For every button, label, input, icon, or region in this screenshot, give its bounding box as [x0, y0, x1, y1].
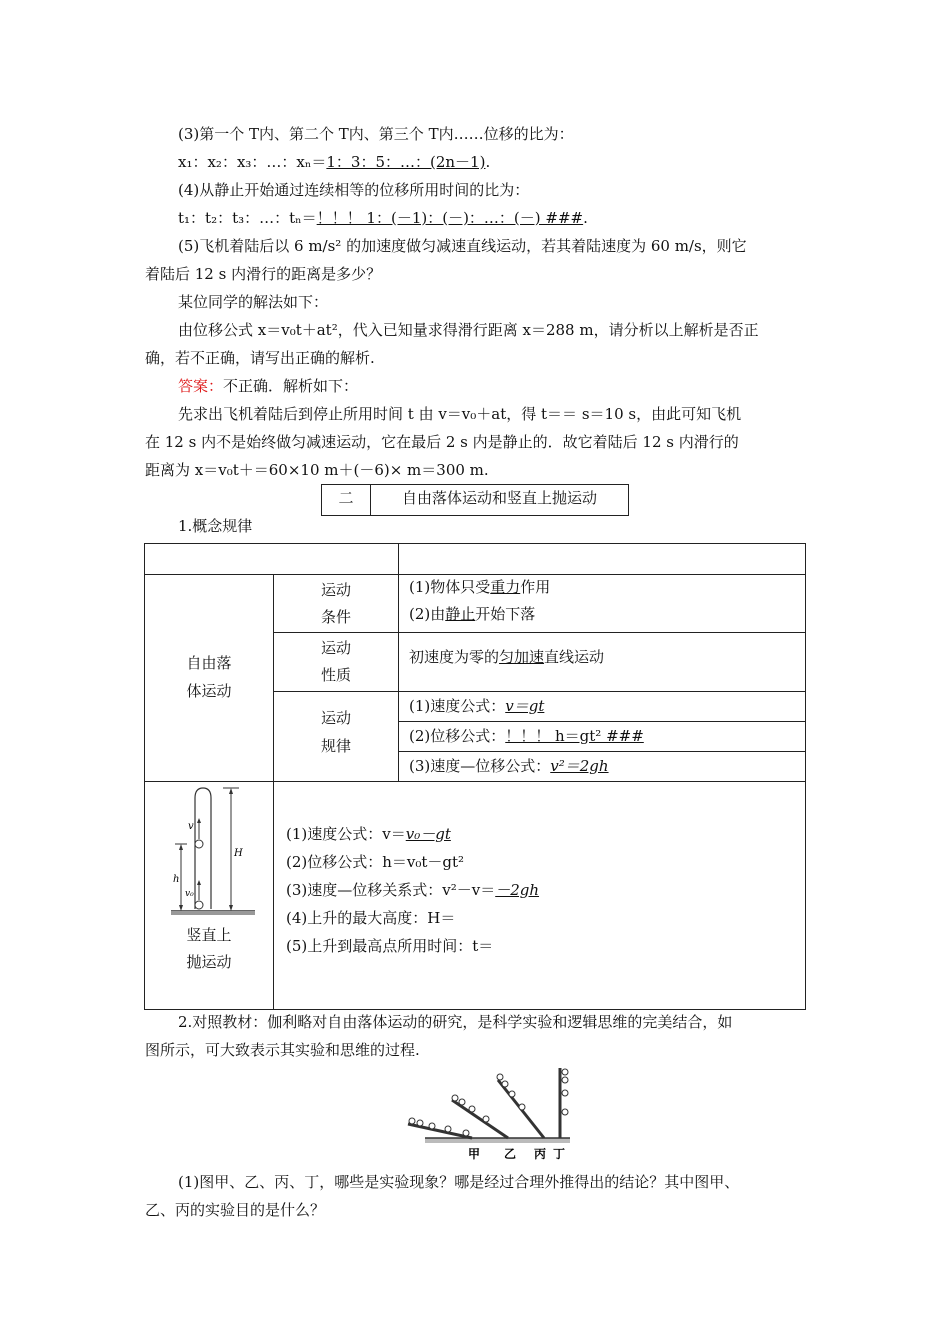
- cond-l2: 条件: [320, 608, 351, 626]
- ball-mid: [195, 840, 203, 848]
- ball-bing-3: [509, 1091, 515, 1097]
- up-e: (5)上升到最高点所用时间：t＝: [286, 937, 494, 955]
- section-title: 自由落体运动和竖直上抛运动: [401, 489, 597, 507]
- nature-pre: 初速度为零的: [409, 648, 500, 666]
- up-c: [286, 880, 539, 900]
- ball-yi-1: [452, 1095, 458, 1101]
- section-number: 二: [322, 485, 371, 515]
- free-fall-l1: 自由落: [186, 654, 232, 672]
- ball-ding-3: [562, 1090, 568, 1096]
- ball-ding-1: [562, 1069, 568, 1075]
- text-line-7: 某位同学的解法如下：: [178, 293, 329, 311]
- cond-a-pre: (1)物体只受: [409, 578, 491, 596]
- ball-bing-1: [497, 1074, 503, 1080]
- H-arrow-down: [229, 905, 233, 911]
- cond-content: [398, 574, 806, 633]
- law-b-pre: (2)位移公式：: [409, 727, 506, 745]
- law-a-answer: v＝gt: [505, 697, 545, 715]
- cond-b-post: 开始下落: [475, 605, 536, 623]
- ratio-x-prefix: x₁：x₂：x₃：…：xₙ＝: [178, 153, 327, 171]
- h-arrow-down: [179, 905, 183, 911]
- vertical-throw-content: [273, 781, 806, 1010]
- ball-jia-3: [429, 1123, 435, 1129]
- law-c: [409, 756, 609, 776]
- text-line-5: (5)飞机着陆后以 6 m/s² 的加速度做匀减速直线运动，若其着陆速度为 60 m/s，则它: [178, 237, 747, 255]
- nature-content: [398, 632, 806, 692]
- concept-heading: 1.概念规律: [178, 517, 253, 535]
- fig2-label-yi: 乙: [504, 1147, 517, 1161]
- free-fall-label: [144, 574, 274, 782]
- ratio-t-suffix: .: [583, 209, 588, 227]
- ratio-t-prefix: t₁：t₂：t₃：…：tₙ＝: [178, 209, 317, 227]
- law-l1: 运动: [320, 709, 351, 727]
- fig-label-v: v: [188, 821, 194, 832]
- law-b-cell: [398, 721, 806, 752]
- text-line-ratio-x: [178, 152, 490, 172]
- vertical-throw-figure: [145, 784, 273, 924]
- cond-a: [409, 577, 550, 597]
- cond-b-answer: 静止: [445, 605, 476, 623]
- ground-hatch: [171, 911, 255, 915]
- text-line-10: 先求出飞机着陆后到停止所用时间 t 由 v＝v₀＋at，得 t＝＝ s＝10 s，由此可知飞机: [178, 405, 742, 423]
- incline-jia: [408, 1124, 472, 1138]
- cond-a-answer: 重力: [490, 578, 521, 596]
- h-arrow-up: [179, 844, 183, 850]
- fig-label-v0: v₀: [185, 889, 194, 899]
- up-a-pre: (1)速度公式：v＝: [286, 825, 406, 843]
- text-line-12: 距离为 x＝v₀t＋＝60×10 m＋(－6)× m＝300 m.: [145, 461, 489, 479]
- up-c-pre: (3)速度—位移关系式：v²－v＝: [286, 881, 496, 899]
- ratio-t-answer: ！！！ 1：(－1)：(－)：…：(－) ###: [316, 209, 584, 227]
- cond-label: [273, 574, 399, 633]
- law-label: [273, 691, 399, 782]
- ball-yi-4: [483, 1116, 489, 1122]
- ratio-x-suffix: .: [485, 153, 491, 171]
- ball-jia-5: [463, 1130, 469, 1136]
- nature-answer: 匀加速: [499, 648, 545, 666]
- law-c-cell: [398, 751, 806, 782]
- table-header-left: [144, 543, 399, 575]
- ball-jia-2: [417, 1120, 423, 1126]
- nature-label: [273, 632, 399, 692]
- text-line-6: 着陆后 12 s 内滑行的距离是多少？: [145, 265, 382, 283]
- up-c-answer: －2gh: [495, 881, 540, 899]
- answer-label: 答案：: [178, 377, 224, 395]
- ball-jia-1: [409, 1118, 415, 1124]
- up-d: (4)上升的最大高度：H＝: [286, 909, 456, 927]
- up-a: [286, 824, 451, 844]
- section-header: [321, 484, 629, 516]
- galileo-incline-figure: [400, 1066, 570, 1166]
- law-a-cell: [398, 691, 806, 722]
- nature-post: 直线运动: [544, 648, 605, 666]
- fig2-label-jia: 甲: [468, 1147, 481, 1161]
- text-line-9: 确，若不正确，请写出正确的解析.: [145, 349, 375, 367]
- up-a-answer: v₀－gt: [405, 825, 451, 843]
- vertical-l1: 竖直上: [186, 926, 232, 944]
- ball-bottom: [195, 901, 203, 909]
- section2-line-2: 图所示，可大致表示其实验和思维的过程.: [145, 1041, 420, 1059]
- incline-yi: [452, 1100, 508, 1138]
- fig-label-H: H: [234, 848, 243, 859]
- fig2-label-bing: 丙: [534, 1147, 547, 1161]
- ball-bing-2: [502, 1081, 508, 1087]
- ball-yi-3: [469, 1106, 475, 1112]
- section2-line-1: 2.对照教材：伽利略对自由落体运动的研究，是科学实验和逻辑思维的完美结合，如: [178, 1013, 733, 1031]
- v-arrow-head: [197, 818, 201, 823]
- cond-l1: 运动: [320, 581, 351, 599]
- question-line-2: 乙、丙的实验目的是什么？: [145, 1201, 326, 1219]
- cond-a-post: 作用: [520, 578, 551, 596]
- question-line-1: (1)图甲、乙、丙、丁，哪些是实验现象？哪是经过合理外推得出的结论？其中图甲、: [178, 1173, 740, 1191]
- cond-b: [409, 604, 535, 624]
- H-arrow-up: [229, 788, 233, 794]
- vertical-throw-cell: [144, 781, 274, 1010]
- answer-line: [178, 376, 358, 396]
- ball-jia-4: [445, 1126, 451, 1132]
- nature-text: [409, 647, 604, 667]
- v0-arrow-head: [197, 880, 201, 885]
- text-line-4: (4)从静止开始通过连续相等的位移所用时间的比为：: [178, 181, 530, 199]
- law-l2: 规律: [320, 737, 351, 755]
- throw-tube-shape: [195, 788, 211, 909]
- ball-yi-2: [459, 1099, 465, 1105]
- ball-ding-2: [562, 1077, 568, 1083]
- law-a-pre: (1)速度公式：: [409, 697, 506, 715]
- nature-l1: 运动: [320, 639, 351, 657]
- law-c-answer: v²＝2gh: [550, 757, 609, 775]
- table-header-right: [398, 543, 806, 575]
- law-a: [409, 696, 544, 716]
- text-line-3: (3)第一个 T内、第二个 T内、第三个 T内……位移的比为：: [178, 125, 574, 143]
- law-b-answer: ！！！ h＝gt² ###: [505, 727, 644, 745]
- fig-label-h: h: [173, 874, 180, 885]
- vertical-l2: 抛运动: [186, 953, 232, 971]
- text-line-11: 在 12 s 内不是始终做匀减速运动，它在最后 2 s 内是静止的．故它着陆后 12 s 内滑行的: [145, 433, 739, 451]
- ball-ding-4: [562, 1109, 568, 1115]
- law-b: [409, 726, 644, 746]
- ratio-x-answer: 1：3：5：…：(2n－1): [326, 153, 486, 171]
- ball-bing-4: [519, 1104, 525, 1110]
- text-line-ratio-t: [178, 208, 588, 228]
- free-fall-l2: 体运动: [186, 682, 232, 700]
- law-c-pre: (3)速度—位移公式：: [409, 757, 551, 775]
- answer-text: 不正确．解析如下：: [223, 377, 359, 395]
- nature-l2: 性质: [320, 666, 351, 684]
- cond-b-pre: (2)由: [409, 605, 446, 623]
- fig2-label-ding: 丁: [553, 1147, 566, 1161]
- text-line-8: 由位移公式 x＝v₀t＋at²，代入已知量求得滑行距离 x＝288 m，请分析以上解析是否正: [178, 321, 759, 339]
- up-b: (2)位移公式：h＝v₀t－gt²: [286, 853, 465, 871]
